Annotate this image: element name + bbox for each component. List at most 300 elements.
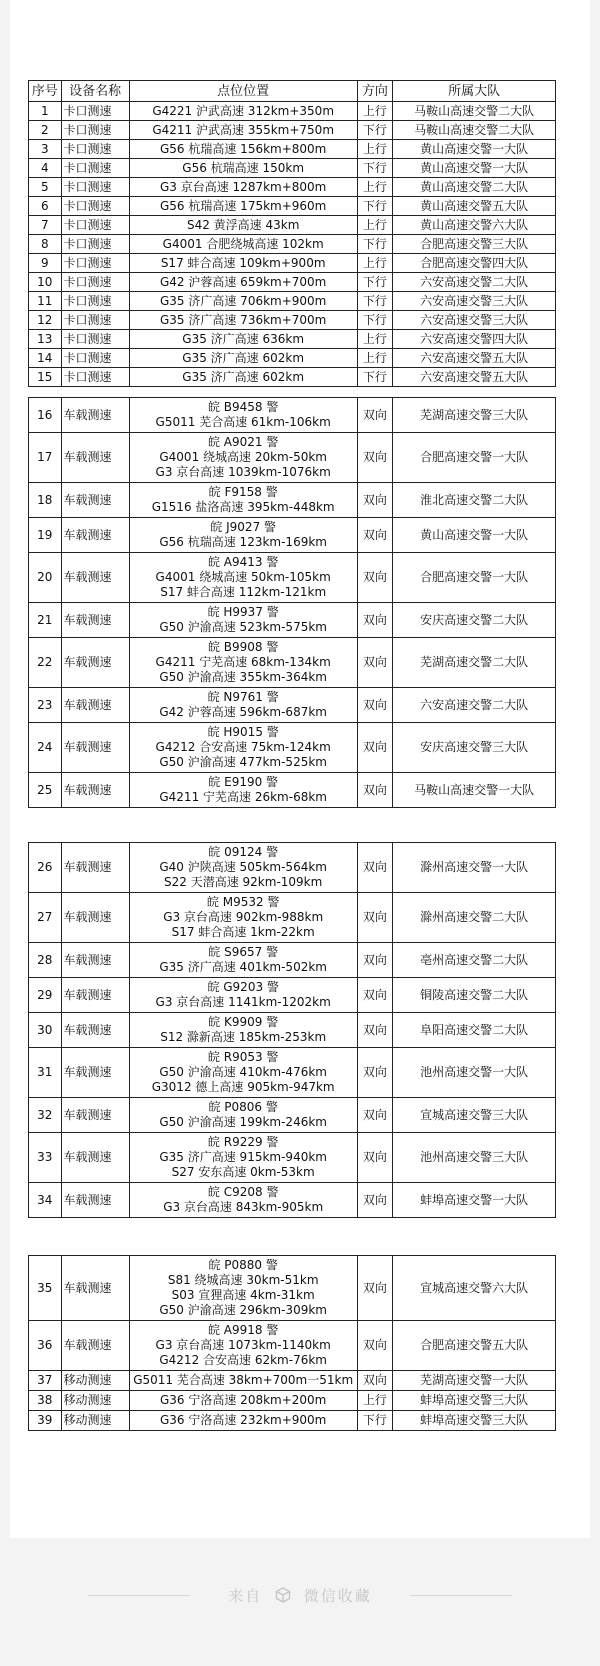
row-no: 13 — [29, 330, 62, 349]
row-direction: 双向 — [357, 943, 393, 978]
row-device: 车载测速 — [61, 1256, 129, 1321]
location-line: G4212 合安高速 75km-124km — [155, 740, 331, 754]
table-row — [29, 978, 556, 1013]
row-device: 车载测速 — [61, 1321, 129, 1371]
row-device: 车载测速 — [61, 688, 129, 723]
table-row — [29, 1048, 556, 1098]
table-row — [29, 943, 556, 978]
row-team: 合肥高速交警一大队 — [393, 553, 556, 603]
row-team: 黄山高速交警五大队 — [393, 197, 556, 216]
location-line: 皖 R9229 警 — [207, 1135, 279, 1149]
row-location — [129, 1321, 357, 1371]
table-header-row — [29, 81, 556, 102]
row-device: 车载测速 — [61, 433, 129, 483]
table-row — [29, 292, 556, 311]
table-row — [29, 235, 556, 254]
row-location — [129, 943, 357, 978]
row-location — [129, 398, 357, 433]
row-location — [129, 978, 357, 1013]
row-device: 车载测速 — [61, 843, 129, 893]
row-location: S17 蚌合高速 109km+900m — [129, 254, 357, 273]
location-line: G3 京台高速 1073km-1140km — [155, 1338, 331, 1352]
header-direction: 方向 — [357, 81, 393, 102]
footer-source: 微信收藏 — [303, 1587, 372, 1605]
row-device: 车载测速 — [61, 978, 129, 1013]
row-location — [129, 518, 357, 553]
row-device: 卡口测速 — [61, 292, 129, 311]
row-no: 18 — [29, 483, 62, 518]
row-direction: 双向 — [357, 1183, 393, 1218]
table-row — [29, 121, 556, 140]
row-device: 车载测速 — [61, 773, 129, 808]
row-location: G42 沪蓉高速 659km+700m — [129, 273, 357, 292]
table-row — [29, 1098, 556, 1133]
row-location — [129, 1391, 357, 1411]
location-line: 皖 S9657 警 — [208, 945, 279, 959]
row-device: 卡口测速 — [61, 235, 129, 254]
row-device: 卡口测速 — [61, 102, 129, 121]
location-line: G50 沪渝高速 523km-575km — [159, 620, 327, 634]
row-no: 8 — [29, 235, 62, 254]
vehicle-speed-table-2 — [28, 842, 556, 1218]
table-row — [29, 216, 556, 235]
table-row — [29, 1371, 556, 1391]
row-location — [129, 1183, 357, 1218]
row-device: 车载测速 — [61, 398, 129, 433]
row-device: 卡口测速 — [61, 349, 129, 368]
location-line: 皖 A9918 警 — [207, 1323, 279, 1337]
table-row — [29, 433, 556, 483]
row-team: 芜湖高速交警一大队 — [393, 1371, 556, 1391]
row-direction: 双向 — [357, 1048, 393, 1098]
row-direction: 上行 — [357, 140, 393, 159]
row-location: G56 杭瑞高速 156km+800m — [129, 140, 357, 159]
row-no: 11 — [29, 292, 62, 311]
row-location: G4221 沪武高速 312km+350m — [129, 102, 357, 121]
row-team: 蚌埠高速交警三大队 — [393, 1411, 556, 1431]
location-line: G50 沪渝高速 199km-246km — [159, 1115, 327, 1129]
row-team: 滁州高速交警二大队 — [393, 893, 556, 943]
row-location: G35 济广高速 602km — [129, 368, 357, 387]
row-team: 六安高速交警三大队 — [393, 311, 556, 330]
table-row — [29, 553, 556, 603]
row-no: 38 — [29, 1391, 62, 1411]
row-device: 卡口测速 — [61, 330, 129, 349]
location-line: G5011 芜合高速 61km-106km — [155, 415, 331, 429]
row-location — [129, 1013, 357, 1048]
location-line: 皖 H9015 警 — [207, 725, 279, 739]
row-device: 卡口测速 — [61, 178, 129, 197]
row-location — [129, 843, 357, 893]
row-no: 10 — [29, 273, 62, 292]
row-no: 4 — [29, 159, 62, 178]
row-team: 六安高速交警五大队 — [393, 349, 556, 368]
location-line: 皖 E9190 警 — [208, 775, 279, 789]
row-no: 19 — [29, 518, 62, 553]
row-direction: 双向 — [357, 688, 393, 723]
location-line: S17 蚌合高速 112km-121km — [160, 585, 327, 599]
row-direction: 下行 — [357, 292, 393, 311]
row-no: 31 — [29, 1048, 62, 1098]
row-no: 7 — [29, 216, 62, 235]
location-line: G35 济广高速 915km-940km — [159, 1150, 327, 1164]
row-team: 马鞍山高速交警二大队 — [393, 102, 556, 121]
row-direction: 双向 — [357, 603, 393, 638]
row-location — [129, 1371, 357, 1391]
row-team: 宣城高速交警六大队 — [393, 1256, 556, 1321]
row-team: 宣城高速交警三大队 — [393, 1098, 556, 1133]
row-no: 34 — [29, 1183, 62, 1218]
row-device: 车载测速 — [61, 1048, 129, 1098]
row-team: 合肥高速交警三大队 — [393, 235, 556, 254]
table-row — [29, 773, 556, 808]
row-no: 29 — [29, 978, 62, 1013]
row-team: 阜阳高速交警二大队 — [393, 1013, 556, 1048]
row-device: 车载测速 — [61, 638, 129, 688]
row-no: 35 — [29, 1256, 62, 1321]
table-row — [29, 349, 556, 368]
row-device: 卡口测速 — [61, 121, 129, 140]
row-location: G56 杭瑞高速 150km — [129, 159, 357, 178]
row-no: 25 — [29, 773, 62, 808]
row-direction: 下行 — [357, 311, 393, 330]
row-no: 27 — [29, 893, 62, 943]
location-line: 皖 J9027 警 — [210, 520, 277, 534]
row-direction: 双向 — [357, 1098, 393, 1133]
row-no: 30 — [29, 1013, 62, 1048]
header-team: 所属大队 — [393, 81, 556, 102]
row-device: 车载测速 — [61, 483, 129, 518]
table-row — [29, 159, 556, 178]
row-direction: 上行 — [357, 349, 393, 368]
row-direction: 双向 — [357, 638, 393, 688]
table-row — [29, 398, 556, 433]
row-direction: 下行 — [357, 368, 393, 387]
row-direction: 上行 — [357, 102, 393, 121]
row-direction: 双向 — [357, 1013, 393, 1048]
row-location: G35 济广高速 636km — [129, 330, 357, 349]
row-device: 卡口测速 — [61, 311, 129, 330]
row-no: 21 — [29, 603, 62, 638]
row-location — [129, 433, 357, 483]
cube-icon — [275, 1587, 291, 1607]
row-direction: 下行 — [357, 159, 393, 178]
location-line: 皖 F9158 警 — [208, 485, 278, 499]
table-row — [29, 1256, 556, 1321]
row-direction: 下行 — [357, 273, 393, 292]
row-no: 24 — [29, 723, 62, 773]
row-direction: 双向 — [357, 483, 393, 518]
row-team: 黄山高速交警六大队 — [393, 216, 556, 235]
row-location: G35 济广高速 706km+900m — [129, 292, 357, 311]
header-location: 点位位置 — [129, 81, 357, 102]
location-line: G3 京台高速 843km-905km — [163, 1200, 324, 1214]
location-line: G50 沪渝高速 355km-364km — [159, 670, 327, 684]
row-team: 六安高速交警二大队 — [393, 273, 556, 292]
row-direction: 上行 — [357, 254, 393, 273]
row-direction: 上行 — [357, 1391, 393, 1411]
location-line: G3012 德上高速 905km-947km — [151, 1080, 335, 1094]
row-team: 黄山高速交警一大队 — [393, 140, 556, 159]
row-device: 车载测速 — [61, 943, 129, 978]
row-no: 22 — [29, 638, 62, 688]
row-no: 14 — [29, 349, 62, 368]
header-no: 序号 — [29, 81, 62, 102]
row-device: 移动测速 — [61, 1391, 129, 1411]
row-direction: 上行 — [357, 216, 393, 235]
location-line: S03 宣狸高速 4km-31km — [171, 1288, 315, 1302]
row-direction: 双向 — [357, 978, 393, 1013]
table-row — [29, 518, 556, 553]
row-direction: 双向 — [357, 518, 393, 553]
row-direction: 下行 — [357, 121, 393, 140]
location-line: G50 沪渝高速 410km-476km — [159, 1065, 327, 1079]
location-line: G36 宁洛高速 208km+200m — [159, 1393, 327, 1407]
location-line: G50 沪渝高速 477km-525km — [159, 755, 327, 769]
row-team: 安庆高速交警三大队 — [393, 723, 556, 773]
location-line: 皖 C9208 警 — [207, 1185, 279, 1199]
row-team: 黄山高速交警一大队 — [393, 159, 556, 178]
row-team: 蚌埠高速交警三大队 — [393, 1391, 556, 1411]
row-device: 车载测速 — [61, 723, 129, 773]
row-team: 铜陵高速交警二大队 — [393, 978, 556, 1013]
row-direction: 双向 — [357, 773, 393, 808]
location-line: 皖 P0806 警 — [208, 1100, 278, 1114]
vehicle-speed-table-3 — [28, 1255, 556, 1431]
table-row — [29, 1391, 556, 1411]
location-line: G4212 合安高速 62km-76km — [159, 1353, 327, 1367]
row-team: 六安高速交警二大队 — [393, 688, 556, 723]
header-device: 设备名称 — [61, 81, 129, 102]
row-no: 16 — [29, 398, 62, 433]
table-row — [29, 893, 556, 943]
table-row — [29, 140, 556, 159]
row-direction: 下行 — [357, 235, 393, 254]
row-no: 36 — [29, 1321, 62, 1371]
row-device: 车载测速 — [61, 603, 129, 638]
row-direction: 双向 — [357, 1133, 393, 1183]
location-line: 皖 M9532 警 — [206, 895, 280, 909]
location-line: G3 京台高速 1039km-1076km — [155, 465, 331, 479]
location-line: S12 滁新高速 185km-253km — [160, 1030, 327, 1044]
row-team: 芜湖高速交警三大队 — [393, 398, 556, 433]
row-team: 安庆高速交警二大队 — [393, 603, 556, 638]
table-row — [29, 1013, 556, 1048]
row-no: 1 — [29, 102, 62, 121]
row-location — [129, 1048, 357, 1098]
table-row — [29, 483, 556, 518]
row-direction: 下行 — [357, 1411, 393, 1431]
location-line: 皖 G9203 警 — [207, 980, 279, 994]
row-device: 卡口测速 — [61, 273, 129, 292]
row-device: 车载测速 — [61, 518, 129, 553]
location-line: 皖 N9761 警 — [207, 690, 279, 704]
table-row — [29, 368, 556, 387]
table-row — [29, 688, 556, 723]
location-line: G4211 宁芜高速 68km-134km — [155, 655, 331, 669]
table-row — [29, 843, 556, 893]
row-team: 池州高速交警一大队 — [393, 1048, 556, 1098]
source-footer — [0, 1583, 600, 1607]
footer-prefix: 来自 — [228, 1587, 263, 1605]
row-no: 17 — [29, 433, 62, 483]
row-location: G4211 沪武高速 355km+750m — [129, 121, 357, 140]
row-device: 卡口测速 — [61, 197, 129, 216]
row-team: 六安高速交警三大队 — [393, 292, 556, 311]
row-no: 6 — [29, 197, 62, 216]
location-line: 皖 A9413 警 — [207, 555, 279, 569]
table-row — [29, 197, 556, 216]
location-line: 皖 K9909 警 — [208, 1015, 279, 1029]
location-line: G4211 宁芜高速 26km-68km — [159, 790, 327, 804]
row-device: 卡口测速 — [61, 368, 129, 387]
row-no: 39 — [29, 1411, 62, 1431]
row-location: G4001 合肥绕城高速 102km — [129, 235, 357, 254]
row-location — [129, 483, 357, 518]
row-direction: 双向 — [357, 1371, 393, 1391]
row-device: 卡口测速 — [61, 216, 129, 235]
row-location: G35 济广高速 736km+700m — [129, 311, 357, 330]
row-team: 六安高速交警五大队 — [393, 368, 556, 387]
location-line: G56 杭瑞高速 123km-169km — [159, 535, 327, 549]
row-no: 15 — [29, 368, 62, 387]
row-no: 33 — [29, 1133, 62, 1183]
table-row — [29, 330, 556, 349]
row-direction: 双向 — [357, 553, 393, 603]
row-location — [129, 893, 357, 943]
location-line: G3 京台高速 1141km-1202km — [155, 995, 331, 1009]
row-team: 合肥高速交警四大队 — [393, 254, 556, 273]
row-location: G56 杭瑞高速 175km+960m — [129, 197, 357, 216]
row-location — [129, 1256, 357, 1321]
row-direction: 双向 — [357, 893, 393, 943]
row-direction: 双向 — [357, 723, 393, 773]
table-row — [29, 1411, 556, 1431]
row-location — [129, 553, 357, 603]
row-location — [129, 723, 357, 773]
row-no: 12 — [29, 311, 62, 330]
row-no: 20 — [29, 553, 62, 603]
location-line: G40 沪陕高速 505km-564km — [159, 860, 327, 874]
location-line: G1516 盐洛高速 395km-448km — [151, 500, 335, 514]
row-no: 2 — [29, 121, 62, 140]
row-no: 5 — [29, 178, 62, 197]
location-line: S22 天潜高速 92km-109km — [164, 875, 323, 889]
row-device: 车载测速 — [61, 1098, 129, 1133]
row-device: 移动测速 — [61, 1411, 129, 1431]
location-line: 皖 H9937 警 — [207, 605, 279, 619]
location-line: G35 济广高速 401km-502km — [159, 960, 327, 974]
location-line: G5011 芜合高速 38km+700m一51km — [133, 1373, 354, 1387]
row-direction: 上行 — [357, 178, 393, 197]
table-row — [29, 603, 556, 638]
table-row — [29, 723, 556, 773]
row-no: 28 — [29, 943, 62, 978]
row-location: G3 京台高速 1287km+800m — [129, 178, 357, 197]
row-device: 移动测速 — [61, 1371, 129, 1391]
row-team: 亳州高速交警二大队 — [393, 943, 556, 978]
location-line: G4001 绕城高速 50km-105km — [155, 570, 331, 584]
row-team: 蚌埠高速交警一大队 — [393, 1183, 556, 1218]
row-team: 滁州高速交警一大队 — [393, 843, 556, 893]
row-no: 3 — [29, 140, 62, 159]
table-row — [29, 1133, 556, 1183]
row-location: S42 黄浮高速 43km — [129, 216, 357, 235]
table-row — [29, 638, 556, 688]
row-no: 26 — [29, 843, 62, 893]
location-line: G4001 绕城高速 20km-50km — [159, 450, 327, 464]
row-team: 六安高速交警四大队 — [393, 330, 556, 349]
row-location — [129, 638, 357, 688]
row-team: 黄山高速交警一大队 — [393, 518, 556, 553]
row-location — [129, 773, 357, 808]
row-device: 车载测速 — [61, 1183, 129, 1218]
table-row — [29, 254, 556, 273]
row-location — [129, 1411, 357, 1431]
row-location: G35 济广高速 602km — [129, 349, 357, 368]
row-direction: 双向 — [357, 1321, 393, 1371]
row-direction: 双向 — [357, 1256, 393, 1321]
row-direction: 下行 — [357, 197, 393, 216]
location-line: G50 沪渝高速 296km-309km — [159, 1303, 327, 1317]
table-row — [29, 102, 556, 121]
row-no: 9 — [29, 254, 62, 273]
row-device: 卡口测速 — [61, 159, 129, 178]
row-direction: 双向 — [357, 843, 393, 893]
row-no: 37 — [29, 1371, 62, 1391]
row-team: 马鞍山高速交警二大队 — [393, 121, 556, 140]
row-team: 黄山高速交警二大队 — [393, 178, 556, 197]
row-location — [129, 688, 357, 723]
table-row — [29, 311, 556, 330]
location-line: S27 安东高速 0km-53km — [171, 1165, 315, 1179]
row-team: 合肥高速交警一大队 — [393, 433, 556, 483]
location-line: G3 京台高速 902km-988km — [163, 910, 324, 924]
location-line: 皖 B9908 警 — [207, 640, 279, 654]
location-line: 皖 R9053 警 — [207, 1050, 279, 1064]
row-direction: 上行 — [357, 330, 393, 349]
location-line: 皖 P0880 警 — [208, 1258, 278, 1272]
location-line: G42 沪蓉高速 596km-687km — [159, 705, 327, 719]
row-device: 车载测速 — [61, 893, 129, 943]
row-direction: 双向 — [357, 433, 393, 483]
table-row — [29, 1183, 556, 1218]
row-device: 卡口测速 — [61, 254, 129, 273]
row-team: 合肥高速交警五大队 — [393, 1321, 556, 1371]
row-device: 车载测速 — [61, 1133, 129, 1183]
row-device: 车载测速 — [61, 553, 129, 603]
row-location — [129, 1133, 357, 1183]
location-line: 皖 B9458 警 — [207, 400, 279, 414]
location-line: S81 绕城高速 30km-51km — [167, 1273, 319, 1287]
row-location — [129, 1098, 357, 1133]
row-direction: 双向 — [357, 398, 393, 433]
row-device: 卡口测速 — [61, 140, 129, 159]
location-line: S17 蚌合高速 1km-22km — [171, 925, 315, 939]
table-row — [29, 1321, 556, 1371]
row-device: 车载测速 — [61, 1013, 129, 1048]
row-team: 淮北高速交警二大队 — [393, 483, 556, 518]
row-team: 池州高速交警三大队 — [393, 1133, 556, 1183]
row-no: 23 — [29, 688, 62, 723]
row-team: 马鞍山高速交警一大队 — [393, 773, 556, 808]
row-no: 32 — [29, 1098, 62, 1133]
table-row — [29, 178, 556, 197]
table-row — [29, 273, 556, 292]
checkpoint-table — [28, 80, 556, 387]
vehicle-speed-table-1 — [28, 397, 556, 808]
location-line: G36 宁洛高速 232km+900m — [159, 1413, 327, 1427]
